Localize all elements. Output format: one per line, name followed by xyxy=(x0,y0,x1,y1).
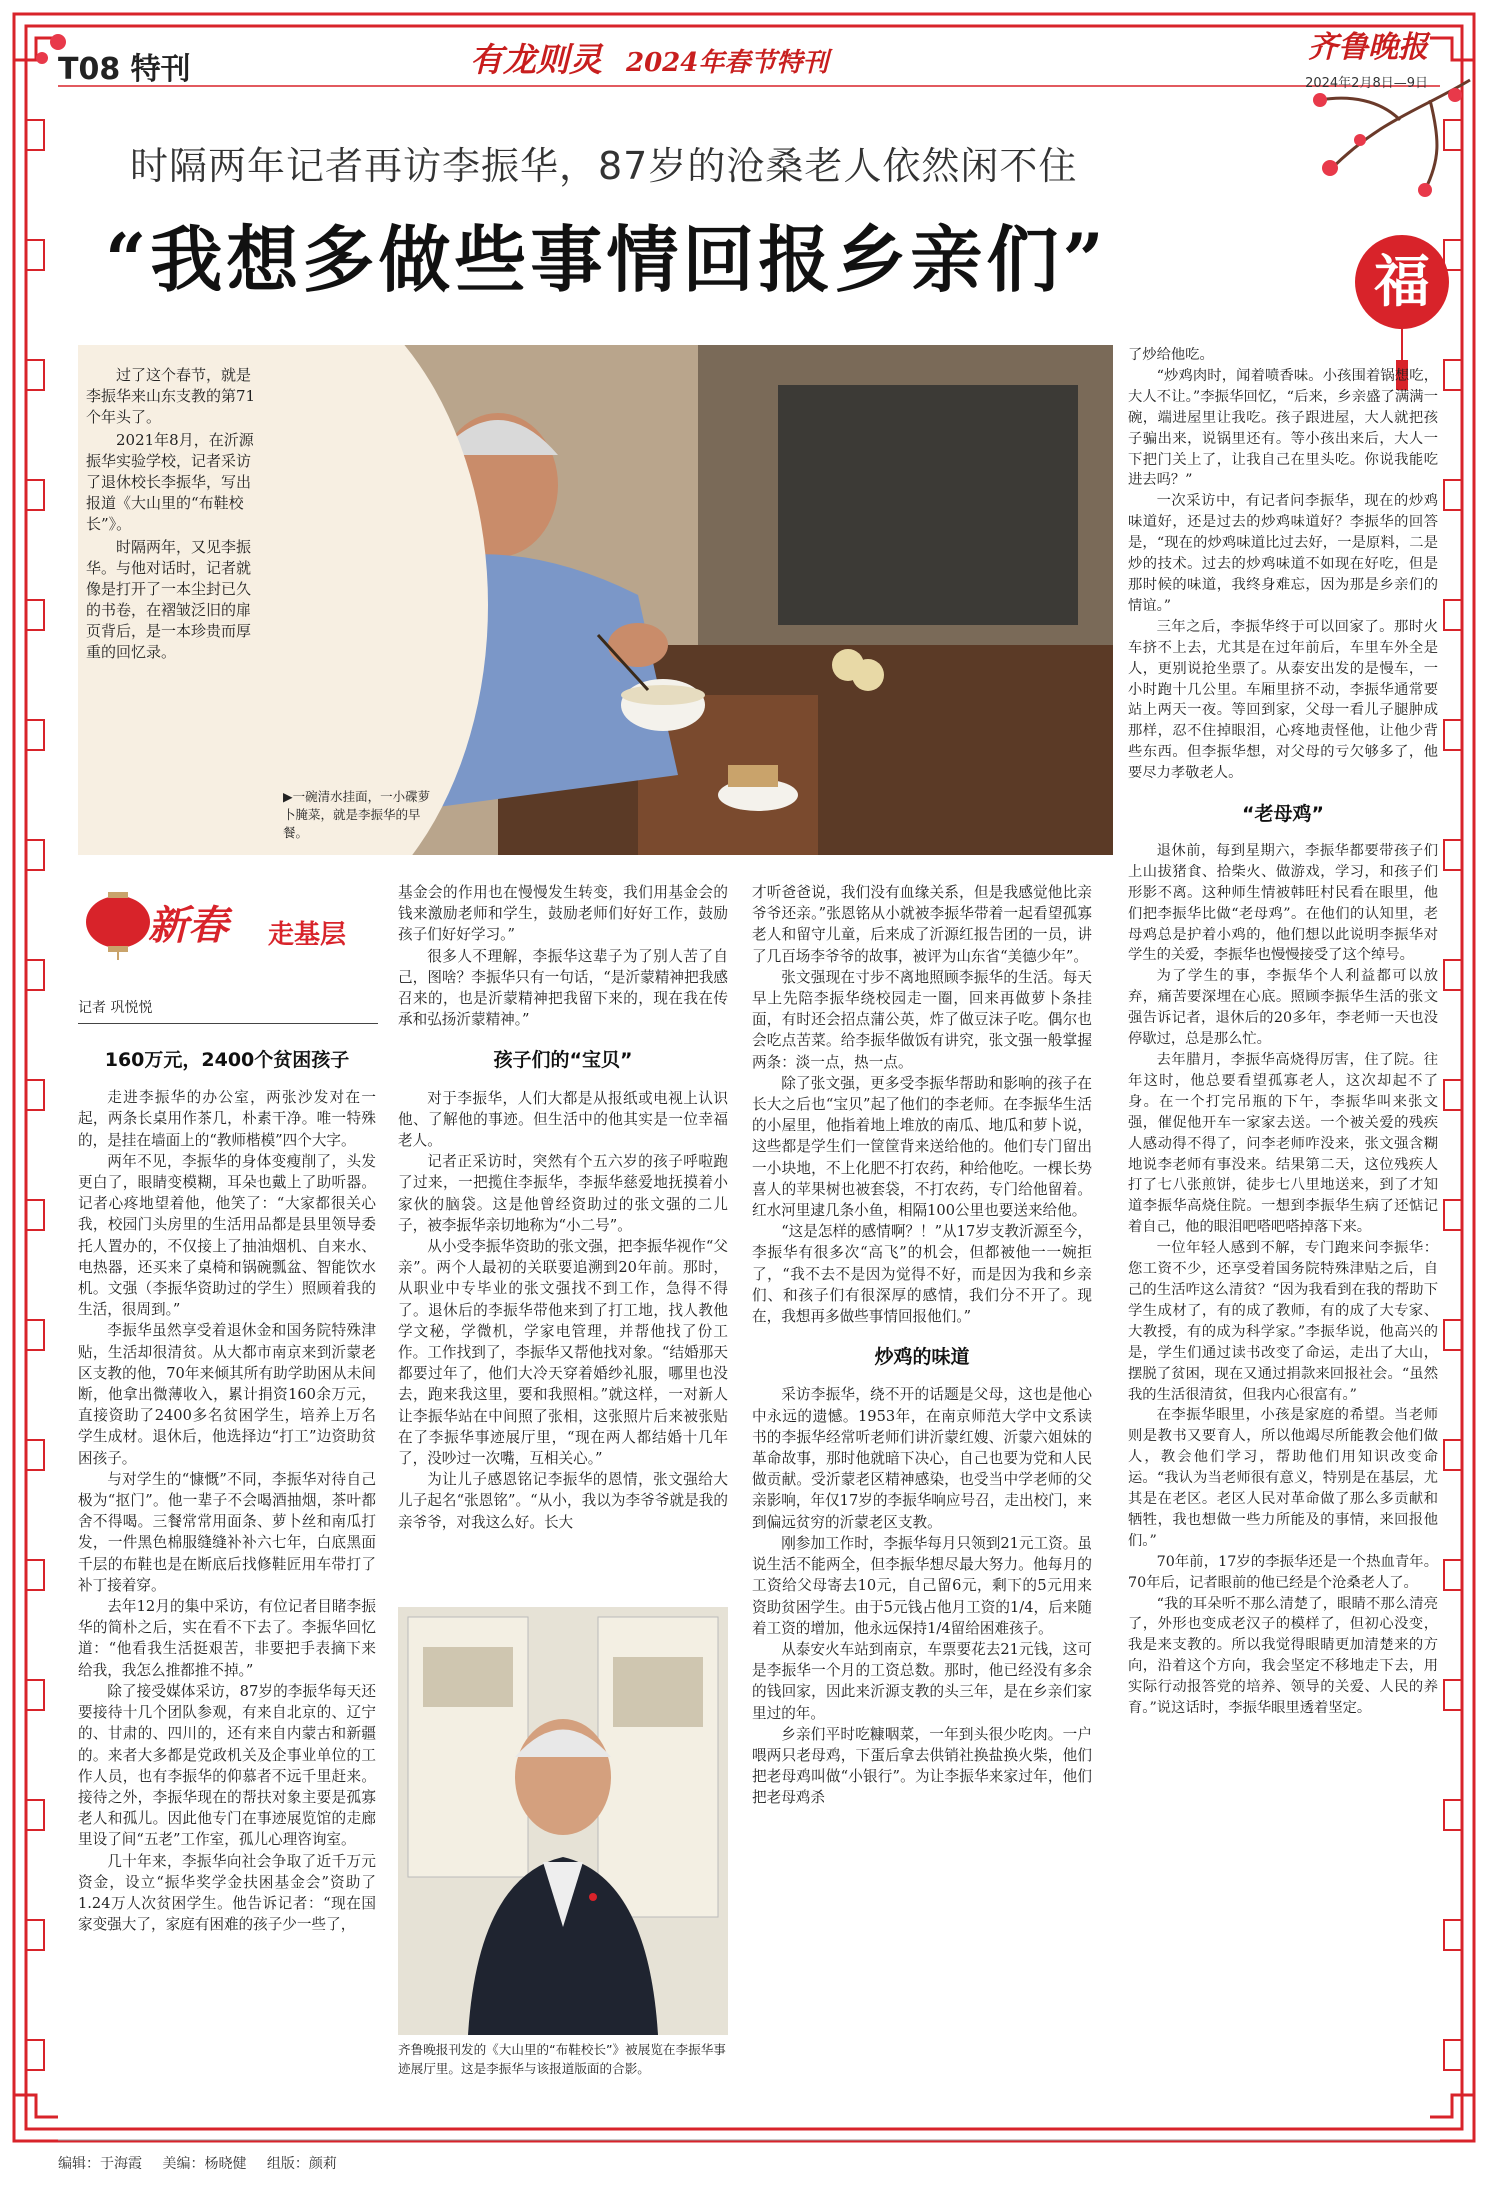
theme-title-text: 有龙则灵 xyxy=(470,40,602,79)
body-paragraph: 几十年来，李振华向社会争取了近千万元资金，设立“振华奖学金扶困基金会”资助了1.24万人次贫困学生。他告诉记者：“现在国家变强大了，家庭有困难的孩子少一些了， xyxy=(78,1852,376,1934)
body-paragraph: 了炒给他吃。 xyxy=(1128,347,1214,363)
main-photo xyxy=(78,345,1113,855)
body-paragraph: 去年12月的集中采访，有位记者目睹李振华的简朴之后，实在看不下去了。李振华回忆道：“他看我生活挺艰苦，非要把手表摘下来给我，我怎么推都推不掉。” xyxy=(78,1598,376,1679)
editor-credit: 编辑：于海霞 xyxy=(58,2156,142,2172)
section-badge xyxy=(78,880,378,960)
badge-text-1: 新春 xyxy=(148,902,228,949)
body-paragraph: 记者正采访时，突然有个五六岁的孩子呼啦跑了过来，一把揽住李振华，李振华慈爱地抚摸着小家伙的脑袋。这是他曾经资助过的张文强的二儿子，被李振华亲切地称为“小二号”。 xyxy=(398,1153,728,1234)
body-paragraph: 70年前，17岁的李振华还是一个热血青年。70年后，记者眼前的他已经是个沧桑老人了。 xyxy=(1128,1553,1438,1591)
body-paragraph: 乡亲们平时吃糠咽菜，一年到头很少吃肉。一户喂两只老母鸡，下蛋后拿去供销社换盐换火柴，他们把老母鸡叫做“小银行”。为让李振华来家过年，他们把老母鸡杀 xyxy=(752,1725,1092,1807)
body-paragraph: 除了张文强，更多受李振华帮助和影响的孩子在长大之后也“宝贝”起了他们的李老师。在李振华生活的小屋里，他指着地上堆放的南瓜、地瓜和萝卜说，这些都是学生们一筐筐背来送给他的。他们专门留出一小块地，不上化肥不打农药，种给他吃。一棵长势喜人的苹果树也被套袋，不打农药，专门给他留着。红水河里逮几条小鱼，相隔100公里也要送来给他。 xyxy=(752,1074,1092,1220)
body-paragraph: 走进李振华的办公室，两张沙发对在一起，两条长桌用作茶几，朴素干净。唯一特殊的，是挂在墙面上的“教师楷模”四个大字。 xyxy=(78,1089,376,1149)
issue-date: 2024年2月8日—9日 xyxy=(1305,76,1428,91)
reporter-byline: 记者 巩悦悦 xyxy=(78,1000,153,1016)
byline-divider xyxy=(78,1023,378,1024)
body-paragraph: 基金会的作用也在慢慢发生转变，我们用基金会的钱来激励老师和学生，鼓励老师们好好工作，鼓励孩子们好好学习。” xyxy=(398,884,728,944)
body-paragraph: “我的耳朵听不那么清楚了，眼睛不那么清亮了，外形也变成老汉子的模样了，但初心没变，我是来支教的。所以我觉得眼睛更加清楚来的方向，沿着这个方向，我会坚定不移地走下去，用实际行动报答党的培养、领导的关爱、人民的养育。”说这话时，李振华眼里透着坚定。 xyxy=(1128,1595,1438,1717)
body-paragraph: 为了学生的事，李振华个人利益都可以放弃，痛苦要深埋在心底。照顾李振华生活的张文强告诉记者，退休后的20多年，李老师一天也没停歇过，总是那么忙。 xyxy=(1128,968,1438,1048)
body-paragraph: 才听爸爸说，我们没有血缘关系，但是我感觉他比亲爷爷还亲。”张恩铭从小就被李振华带着一起看望孤寡老人和留守儿童，后来成了沂源红报告团的一员，讲了几百场李爷爷的故事，被评为山东省“美德少年”。 xyxy=(752,884,1092,965)
theme-title xyxy=(470,34,828,81)
section-heading: 160万元，2400个贫困孩子 xyxy=(104,1049,350,1071)
page-label: T08 特刊 xyxy=(58,52,191,87)
body-paragraph: 三年之后，李振华终于可以回家了。那时火车挤不上去，尤其是在过年前后，车里车外全是人，更别说抢坐票了。从泰安出发的是慢车，一小时跑十几公里。车厢里挤不动，李振华通常要站上两天一夜。等回到家，父母一看儿子腿肿成那样，忍不住掉眼泪，心疼地责怪他，让他少背些东西。但李振华想，对父母的亏欠够多了，他要尽力孝敬老人。 xyxy=(1128,618,1438,782)
body-paragraph: 去年腊月，李振华高烧得厉害，住了院。往年这时，他总要看望孤寡老人，这次却起不了身。在一个打完吊瓶的下午，李振华叫来张文强，催促他开车一家家去送。一个被关爱的残疾人感动得不得了，问李老师咋没来，张文强含糊地说李老师有事没来。结果第二天，这位残疾人打了七八张煎饼，徒步七八里地送来，到了才知道李振华高烧住院。一想到李振华生病了还惦记着自己，他的眼泪吧嗒吧嗒掉落下来。 xyxy=(1128,1052,1438,1236)
body-paragraph: 张文强现在寸步不离地照顾李振华的生活。每天早上先陪李振华绕校园走一圈，回来再做萝卜条挂面，有时还会招点蒲公英，炸了做豆沫子吃。偶尔也会吃点苦菜。给李振华做饭有讲究，张文强一般掌握两条：淡一点，热一点。 xyxy=(752,968,1092,1071)
body-paragraph: 两年不见，李振华的身体变瘦削了，头发更白了，眼睛变模糊，耳朵也戴上了助听器。记者心疼地望着他，他笑了：“大家都很关心我，校园门头房里的生活用品都是县里领导委托人置办的，不仅接上了抽油烟机、自来水、电热器，还买来了桌椅和锅碗瓢盆、智能饮水机。文强（李振华资助过的学生）照顾着我的生活，很周到。” xyxy=(78,1152,376,1319)
body-paragraph: 在李振华眼里，小孩是家庭的希望。当老师则是教书又要育人，所以他竭尽所能教会他们做人，教会他们学习，帮助他们用知识改变命运。“我认为当老师很有意义，特别是在基层，尤其是在老区。老区人民对革命做了那么多贡献和牺牲，我也想做一些力所能及的事情，来回报他们。” xyxy=(1128,1407,1438,1549)
section-heading: 孩子们的“宝贝” xyxy=(493,1049,633,1072)
man-with-newspaper-illustration xyxy=(398,1607,728,2035)
credits-footer xyxy=(58,2153,353,2173)
theme-subtitle: 2024年春节特刊 xyxy=(626,48,829,78)
body-paragraph: 采访李振华，绕不开的话题是父母，这也是他心中永远的遗憾。1953年，在南京师范大学中文系读书的李振华经常听老师们讲沂蒙红嫂、沂蒙六姐妹的革命故事，那时他就暗下决心，自己也要为党和人民做贡献。受沂蒙老区精神感染，也受当中学老师的父亲影响，年仅17岁的李振华响应号召，走出校门，来到偏远贫穷的沂蒙老区支教。 xyxy=(752,1386,1092,1531)
masthead xyxy=(1305,22,1428,91)
body-paragraph: 刚参加工作时，李振华每月只领到21元工资。虽说生活不能两全，但李振华想尽最大努力。他每月的工资给父母寄去10元，自己留6元，剩下的5元用来资助贫困学生。由于5元钱占他月工资的1/4，后来随着工资的增加，他永远保持1/4留给困难孩子。 xyxy=(752,1534,1092,1637)
paper-logo: 齐鲁晚报 xyxy=(1308,30,1428,65)
plum-branch-decoration xyxy=(1313,80,1470,197)
body-paragraph: 退休前，每到星期六，李振华都要带孩子们上山拔猪食、拾柴火、做游戏，学习，和孩子们形影不离。这种师生情被韩旺村民看在眼里，他们把李振华比做“老母鸡”。在他们的认知里，老母鸡总是护着小鸡的，他们想以此说明李振华对学生的关爱，李振华也慢慢接受了这个绰号。 xyxy=(1128,842,1438,964)
intro-text xyxy=(86,365,256,665)
body-paragraph: 对于李振华，人们大都是从报纸或电视上认识他、了解他的事迹。但生活中的他其实是一位幸福老人。 xyxy=(398,1089,728,1150)
layout-credit: 组版：颜莉 xyxy=(266,2156,337,2172)
body-paragraph: 一次采访中，有记者问李振华，现在的炒鸡味道好，还是过去的炒鸡味道好？李振华的回答是，“现在的炒鸡味道比过去好，一是原料，二是炒的技术。过去的炒鸡味道不如现在好吃，但是那时候的味道，我终身难忘，因为那是乡亲们的情谊。” xyxy=(1128,493,1438,614)
photo1-caption: ▶一碗清水挂面，一小碟萝卜腌菜，就是李振华的早餐。 xyxy=(283,789,431,840)
body-paragraph: 很多人不理解，李振华这辈子为了别人苦了自己，图啥？李振华只有一句话，“是沂蒙精神把我感召来的，也是沂蒙精神把我留下来的，现在我在传承和弘扬沂蒙精神。” xyxy=(398,947,728,1029)
intro-paragraph: 时隔两年，又见李振华。与他对话时，记者就像是打开了一本尘封已久的书卷，在褶皱泛旧的扉页背后，是一本珍贵而厚重的回忆录。 xyxy=(86,538,252,661)
badge-text-2: 走基层 xyxy=(268,920,347,950)
section-heading: 炒鸡的味道 xyxy=(874,1346,970,1369)
column-3 xyxy=(752,882,1092,1809)
column-4 xyxy=(1128,345,1438,1719)
intro-paragraph: 过了这个春节，就是李振华来山东支教的第71个年头了。 xyxy=(86,366,256,426)
body-paragraph: 为让儿子感恩铭记李振华的恩情，张文强给大儿子起名“张恩铭”。“从小，我以为李爷爷就是我的亲爷爷，对我这么好。长大 xyxy=(398,1471,728,1531)
column-1 xyxy=(78,1030,376,1935)
exhibit-photo xyxy=(398,1607,728,2035)
article-headline: “我想多做些事情回报乡亲们” xyxy=(105,217,1108,302)
body-paragraph: 李振华虽然享受着退休金和国务院特殊津贴，生活却很清贫。从大都市南京来到沂蒙老区支教的他，70年来倾其所有助学助困从未间断，他拿出微薄收入，累计捐资160余万元，直接资助了2400多名贫困学生，培养上万名学生成材。退休后，他选择边“打工”边资助贫困孩子。 xyxy=(78,1322,376,1467)
fu-lantern-icon: 福 xyxy=(1355,235,1449,329)
body-paragraph: 一位年轻人感到不解，专门跑来问李振华：您工资不少，还享受着国务院特殊津贴之后，自己的生活咋这么清贫？“因为我看到在我的帮助下学生成材了，有的成了教师，有的成了大专家、大教授，有的成为科学家。”李振华说，他高兴的是，学生们通过读书改变了命运，走出了大山，摆脱了贫困，现在又通过捐款来回报社会。“虽然我的生活很清贫，但我内心很富有。” xyxy=(1128,1240,1438,1403)
article-subtitle: 时隔两年记者再访李振华，87岁的沧桑老人依然闲不住 xyxy=(130,144,1078,188)
intro-paragraph: 2021年8月，在沂源振华实验学校，记者采访了退休校长李振华，写出报道《大山里的“布鞋校长”》。 xyxy=(86,431,254,533)
photo2-caption: 齐鲁晚报刊发的《大山里的“布鞋校长”》被展览在李振华事迹展厅里。这是李振华与该报道版面的合影。 xyxy=(398,2042,726,2076)
art-credit: 美编：杨晓健 xyxy=(162,2156,247,2172)
section-heading: “老母鸡” xyxy=(1242,803,1324,826)
body-paragraph: “炒鸡肉时，闻着喷香味。小孩围着锅想吃，大人不让。”李振华回忆，“后来，乡亲盛了满满一碗，端进屋里让我吃。孩子跟进屋，大人就把孩子骗出来，说锅里还有。等小孩出来后，大人一下把门关上了，让我自己在里头吃。你说我能吃进去吗？” xyxy=(1128,367,1438,489)
body-paragraph: 从小受李振华资助的张文强，把李振华视作“父亲”。两个人最初的关联要追溯到20年前。那时，从职业中专毕业的张文强找不到工作，急得不得了。退休后的李振华带他来到了打工地，找人教他学文秘，学微机，学家电管理，并帮他找了份工作。工作找到了，李振华又帮他找对象。“结婚那天都要过年了，他们大冷天穿着婚纱礼服，哪里也没去，跑来我这里，要和我照相。”就这样，一对新人让李振华站在中间照了张相，这张照片后来被张贴在了李振华事迹展厅里，“现在两人都结婚十几年了，没吵过一次嘴，互相关心。” xyxy=(398,1238,728,1468)
lantern-icon xyxy=(78,880,158,960)
body-paragraph: “这是怎样的感情啊？！”从17岁支教沂源至今，李振华有很多次“高飞”的机会，但都被他一一婉拒了，“我不去不是因为觉得不好，而是因为我和乡亲们、和孩子们有很深厚的感情，我们分不开了。现在，我想再多做些事情回报他们。” xyxy=(752,1223,1092,1326)
body-paragraph: 除了接受媒体采访，87岁的李振华每天还要接待十几个团队参观，有来自北京的、辽宁的、甘肃的、四川的，还有来自内蒙古和新疆的。来者大多都是党政机关及企事业单位的工作人员，也有李振华的仰慕者不远千里赶来。接待之外，李振华现在的帮扶对象主要是孤寡老人和孤儿。因此他专门在事迹展览馆的走廊里设了间“五老”工作室，孤儿心理咨询室。 xyxy=(78,1682,376,1849)
body-paragraph: 与对学生的“慷慨”不同，李振华对待自己极为“抠门”。他一辈子不会喝酒抽烟，茶叶都舍不得喝。三餐常常用面条、萝卜丝和南瓜打发，一件黑色棉服缝缝补补六七年，白底黑面千层的布鞋也是在断底后找修鞋匠用车带打了补丁接着穿。 xyxy=(78,1470,376,1594)
body-paragraph: 从泰安火车站到南京，车票要花去21元钱，这可是李振华一个月的工资总数。那时，他已经没有多余的钱回家，因此来沂源支教的头三年，是在乡亲们家里过的年。 xyxy=(752,1640,1092,1722)
column-2 xyxy=(398,882,728,1533)
